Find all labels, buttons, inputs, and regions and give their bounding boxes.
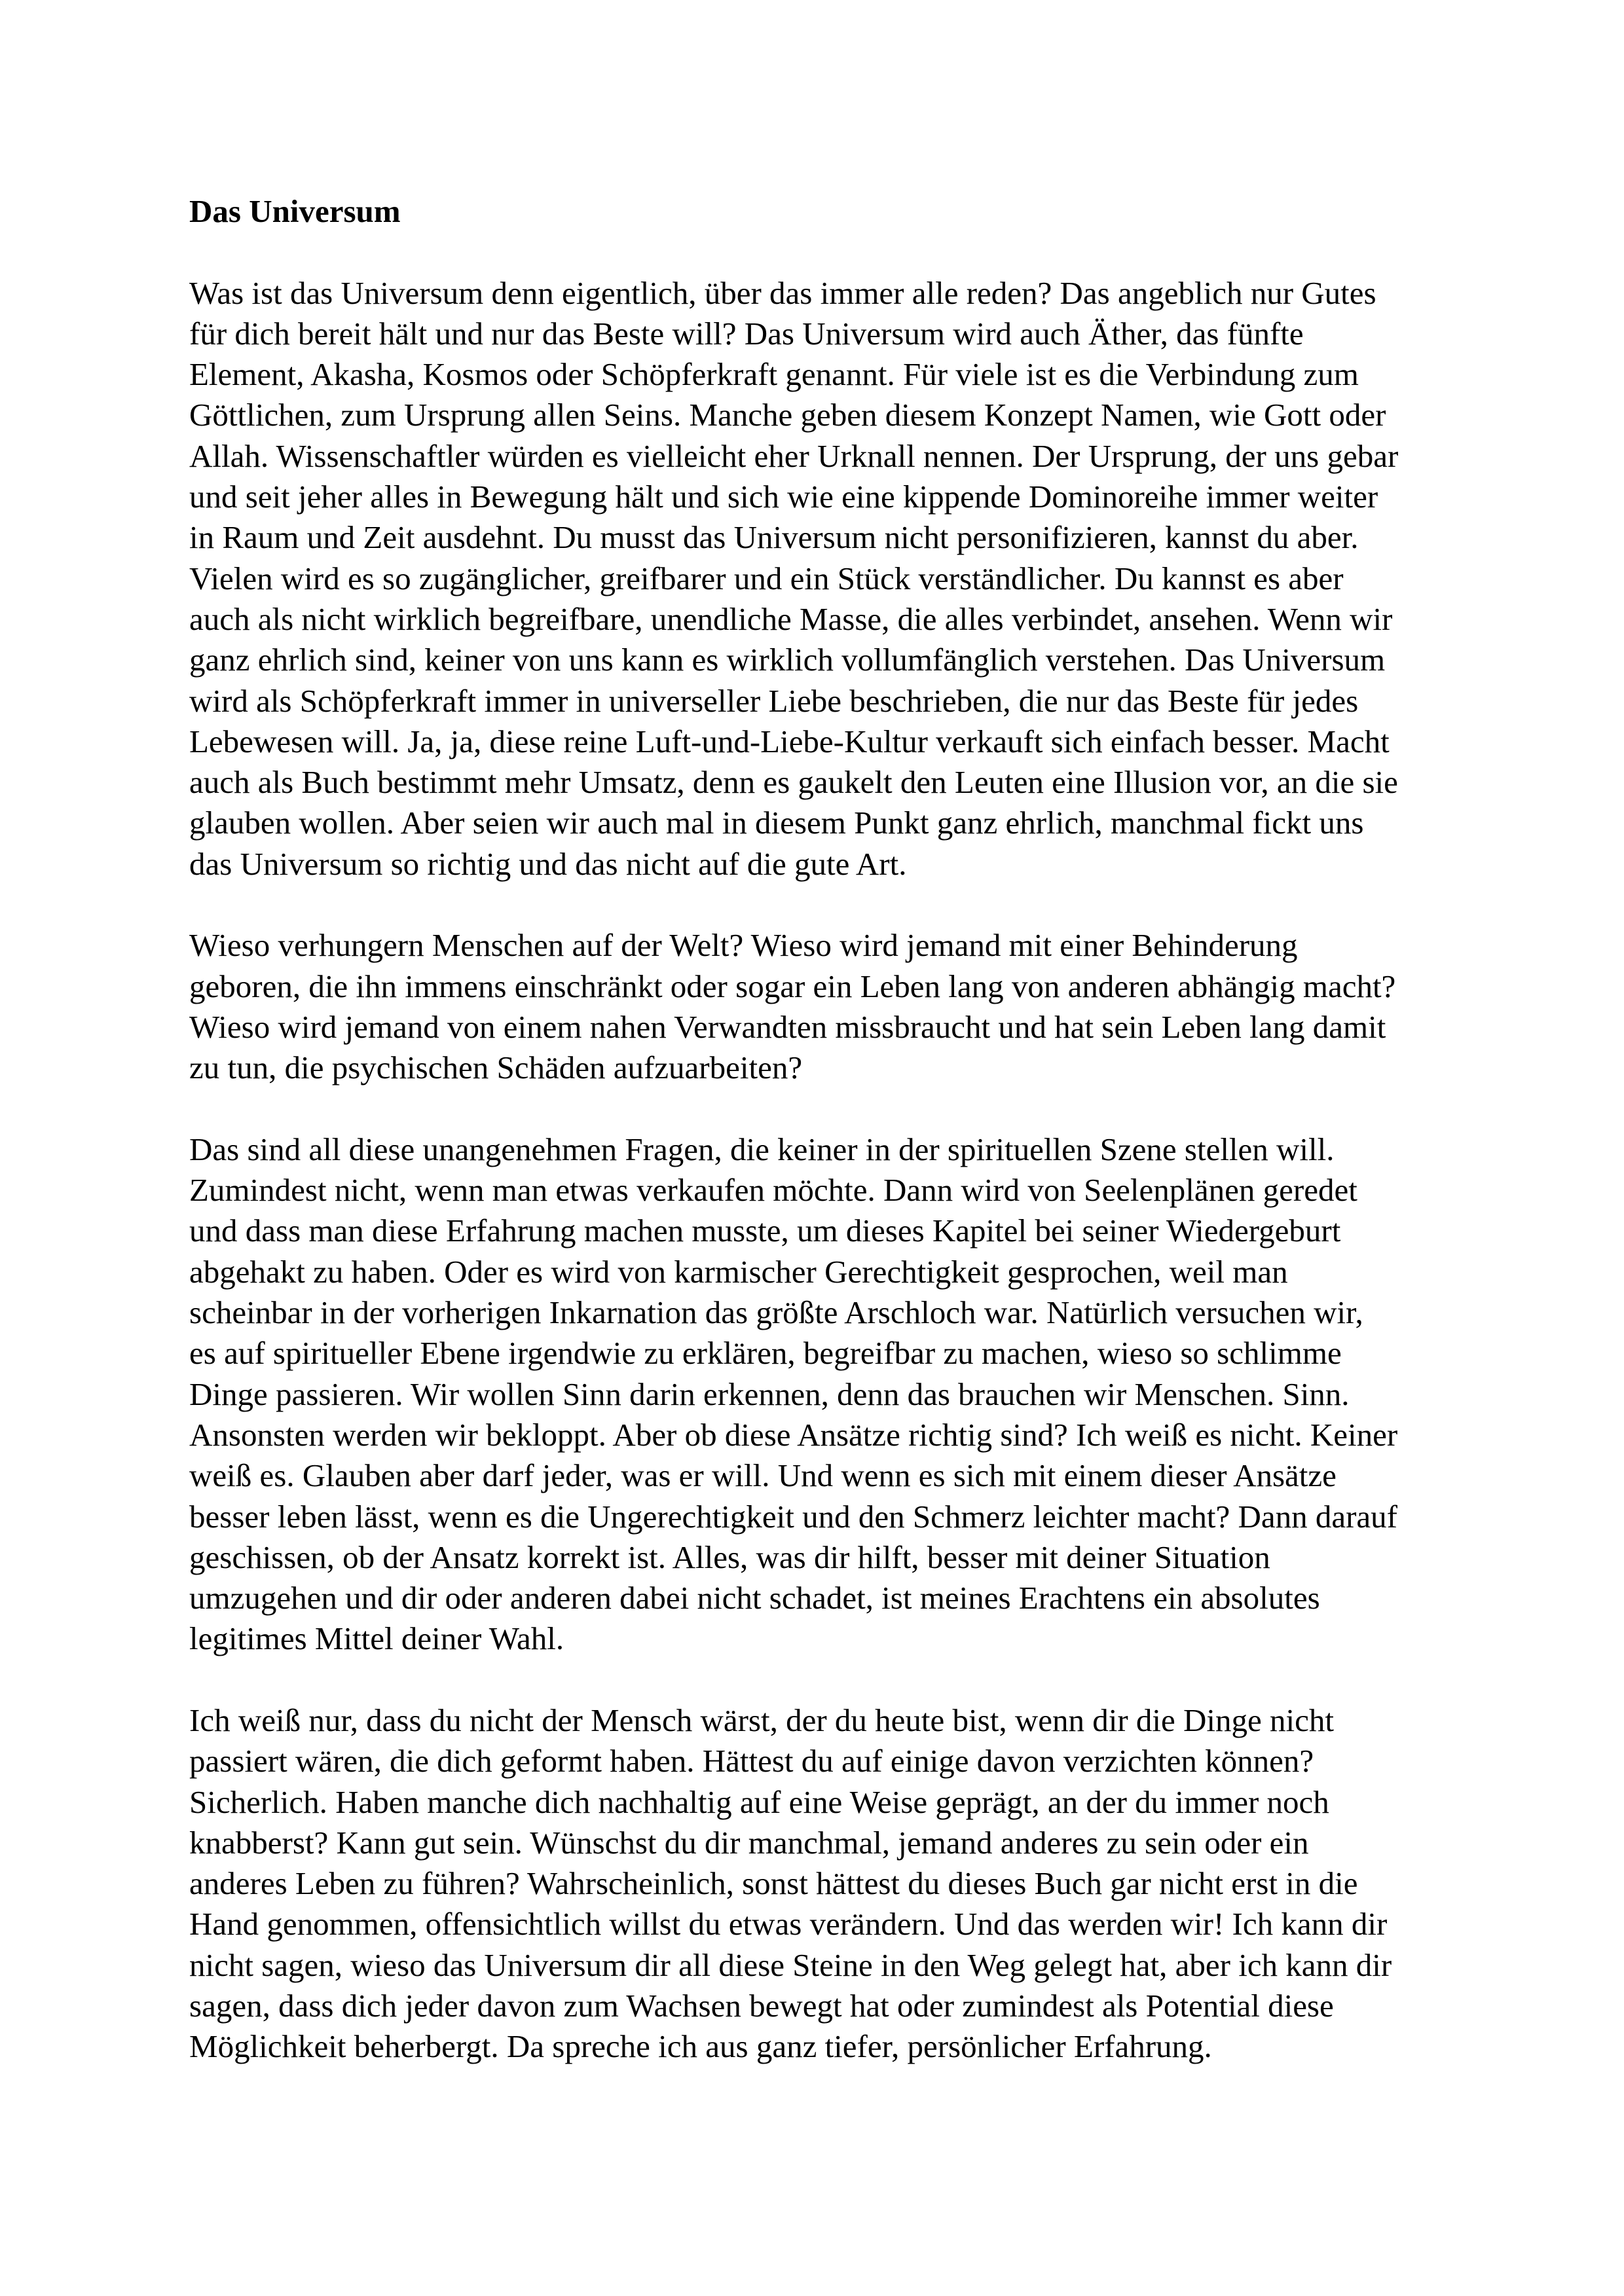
text-line: und dass man diese Erfahrung machen musste, um dieses Kapitel bei seiner Wiedergeburt bbox=[189, 1212, 1341, 1249]
text-line: es auf spiritueller Ebene irgendwie zu erklären, begreifbar zu machen, wieso so schlimme bbox=[189, 1335, 1342, 1372]
text-line: Wieso wird jemand von einem nahen Verwandten missbraucht und hat sein Leben lang damit bbox=[189, 1008, 1386, 1045]
text-line: Element, Akasha, Kosmos oder Schöpferkraft genannt. Für viele ist es die Verbindung zum bbox=[189, 356, 1359, 393]
text-line: in Raum und Zeit ausdehnt. Du musst das Universum nicht personifizieren, kannst du aber. bbox=[189, 519, 1359, 556]
text-line: geboren, die ihn immens einschränkt oder sogar ein Leben lang von anderen abhängig macht? bbox=[189, 968, 1396, 1004]
text-line: Das sind all diese unangenehmen Fragen, die keiner in der spirituellen Szene stellen will. bbox=[189, 1131, 1335, 1167]
text-line: Vielen wird es so zugänglicher, greifbarer und ein Stück verständlicher. Du kannst es aber bbox=[189, 560, 1344, 596]
document-page bbox=[189, 191, 1499, 2108]
text-line: Wieso verhungern Menschen auf der Welt? Wieso wird jemand mit einer Behinderung bbox=[189, 927, 1298, 964]
text-line: geschissen, ob der Ansatz korrekt ist. Alles, was dir hilft, besser mit deiner Situation bbox=[189, 1539, 1270, 1575]
text-line: Lebewesen will. Ja, ja, diese reine Luft-und-Liebe-Kultur verkauft sich einfach besser. Macht bbox=[189, 723, 1390, 759]
text-line: anderes Leben zu führen? Wahrscheinlich, sonst hättest du dieses Buch gar nicht erst in die bbox=[189, 1865, 1358, 1902]
text-line: zu tun, die psychischen Schäden aufzuarbeiten? bbox=[189, 1049, 803, 1086]
text-line: weiß es. Glauben aber darf jeder, was er will. Und wenn es sich mit einem dieser Ansätze bbox=[189, 1457, 1337, 1494]
text-line: glauben wollen. Aber seien wir auch mal in diesem Punkt ganz ehrlich, manchmal fickt uns bbox=[189, 805, 1364, 841]
text-line: besser leben lässt, wenn es die Ungerechtigkeit und den Schmerz leichter macht? Dann darauf bbox=[189, 1498, 1397, 1535]
document-body bbox=[189, 273, 1499, 2068]
text-line: Ich weiß nur, dass du nicht der Mensch wärst, der du heute bist, wenn dir die Dinge nicht bbox=[189, 1702, 1334, 1738]
text-line: Zumindest nicht, wenn man etwas verkaufen möchte. Dann wird von Seelenplänen geredet bbox=[189, 1172, 1357, 1209]
text-line: Sicherlich. Haben manche dich nachhaltig auf eine Weise geprägt, an der du immer noch bbox=[189, 1783, 1329, 1820]
text-line: ganz ehrlich sind, keiner von uns kann es wirklich vollumfänglich verstehen. Das Universum bbox=[189, 642, 1386, 678]
paragraph bbox=[189, 925, 1499, 1088]
text-line: nicht sagen, wieso das Universum dir all diese Steine in den Weg gelegt hat, aber ich kann dir bbox=[189, 1946, 1392, 1983]
text-line: abgehakt zu haben. Oder es wird von karmischer Gerechtigkeit gesprochen, weil man bbox=[189, 1253, 1288, 1290]
text-line: Hand genommen, offensichtlich willst du etwas verändern. Und das werden wir! Ich kann dir bbox=[189, 1906, 1388, 1942]
text-line: scheinbar in der vorherigen Inkarnation das größte Arschloch war. Natürlich versuchen wir, bbox=[189, 1294, 1363, 1331]
text-line: für dich bereit hält und nur das Beste will? Das Universum wird auch Äther, das fünfte bbox=[189, 315, 1304, 352]
text-line: und seit jeher alles in Bewegung hält und sich wie eine kippende Dominoreihe immer weiter bbox=[189, 479, 1378, 515]
text-line: umzugehen und dir oder anderen dabei nicht schadet, ist meines Erachtens ein absolutes bbox=[189, 1580, 1320, 1616]
text-line: knabberst? Kann gut sein. Wünschst du dir manchmal, jemand anderes zu sein oder ein bbox=[189, 1824, 1309, 1861]
paragraph bbox=[189, 1129, 1499, 1660]
paragraph bbox=[189, 273, 1499, 884]
text-line: Dinge passieren. Wir wollen Sinn darin erkennen, denn das brauchen wir Menschen. Sinn. bbox=[189, 1376, 1350, 1412]
text-line: auch als Buch bestimmt mehr Umsatz, denn es gaukelt den Leuten eine Illusion vor, an die sie bbox=[189, 764, 1398, 801]
text-line: sagen, dass dich jeder davon zum Wachsen bewegt hat oder zumindest als Potential diese bbox=[189, 1988, 1334, 2024]
text-line: legitimes Mittel deiner Wahl. bbox=[189, 1620, 564, 1657]
text-line: Möglichkeit beherbergt. Da spreche ich aus ganz tiefer, persönlicher Erfahrung. bbox=[189, 2028, 1212, 2065]
text-line: passiert wären, die dich geformt haben. Hättest du auf einige davon verzichten können? bbox=[189, 1743, 1314, 1779]
text-line: Göttlichen, zum Ursprung allen Seins. Manche geben diesem Konzept Namen, wie Gott oder bbox=[189, 397, 1386, 433]
text-line: Allah. Wissenschaftler würden es vielleicht eher Urknall nennen. Der Ursprung, der uns gebar bbox=[189, 437, 1399, 474]
paragraph bbox=[189, 1700, 1499, 2068]
document-title: Das Universum bbox=[189, 193, 401, 229]
text-line: Was ist das Universum denn eigentlich, über das immer alle reden? Das angeblich nur Gutes bbox=[189, 274, 1376, 311]
text-line: auch als nicht wirklich begreifbare, unendliche Masse, die alles verbindet, ansehen. Wenn wir bbox=[189, 600, 1393, 637]
text-line: wird als Schöpferkraft immer in universeller Liebe beschrieben, die nur das Beste für jedes bbox=[189, 682, 1359, 719]
text-line: das Universum so richtig und das nicht auf die gute Art. bbox=[189, 845, 907, 882]
text-line: Ansonsten werden wir bekloppt. Aber ob diese Ansätze richtig sind? Ich weiß es nicht. Keiner bbox=[189, 1416, 1398, 1453]
